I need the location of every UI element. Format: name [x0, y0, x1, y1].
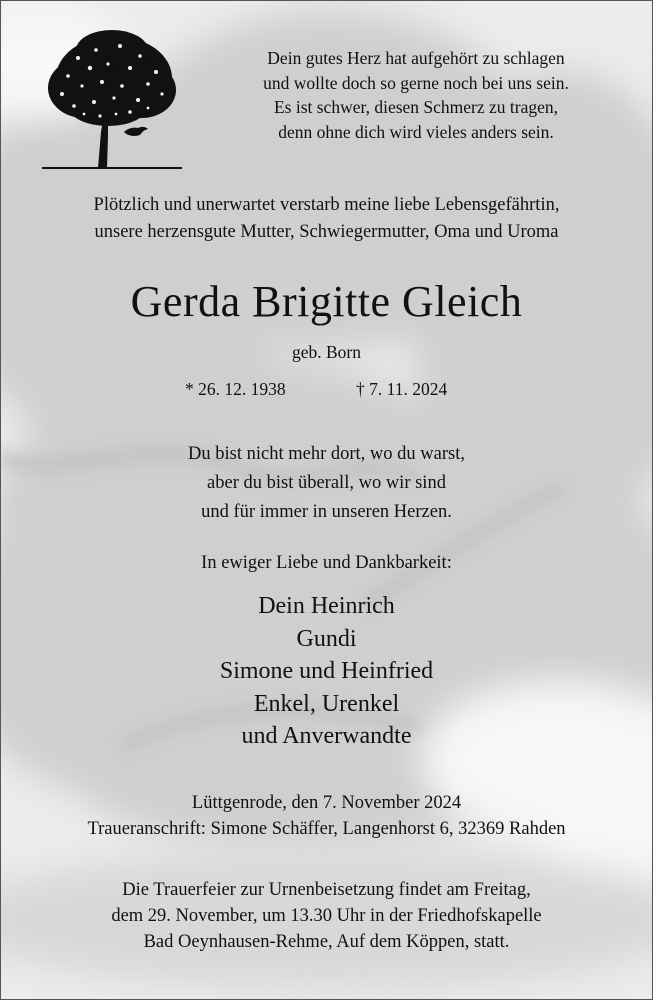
poem-line: und wollte doch so gerne noch bei uns sein. — [263, 72, 569, 93]
announcement-line: unsere herzensgute Mutter, Schwiegermutter, Oma und Uroma — [94, 222, 559, 242]
announcement-line: Plötzlich und unerwartet verstarb meine liebe Lebensgefährtin, — [93, 195, 560, 215]
mourning-address: Traueranschrift: Simone Schäffer, Langenhorst 6, 32369 Rahden — [87, 819, 566, 839]
verse-line: und für immer in unseren Herzen. — [201, 502, 452, 522]
ceremony-line: Bad Oeynhausen-Rehme, Auf dem Köppen, statt. — [143, 932, 510, 952]
place-and-address — [0, 790, 653, 842]
life-dates — [0, 377, 653, 401]
gratitude-line: In ewiger Liebe und Dankbarkeit: — [201, 553, 452, 573]
poem-line: Es ist schwer, diesen Schmerz zu tragen, — [273, 97, 559, 117]
opening-poem — [206, 46, 626, 144]
deceased-name: Gerda Brigitte Gleich — [130, 277, 523, 326]
memorial-verse — [0, 440, 653, 527]
birth-date: * 26. 12. 1938 — [185, 379, 286, 399]
place-date: Lüttgenrode, den 7. November 2024 — [191, 793, 462, 813]
verse-line: aber du bist überall, wo wir sind — [207, 473, 446, 493]
mourner-name: Dein Heinrich — [258, 593, 395, 619]
mourners-list — [0, 590, 653, 753]
ceremony-line: Die Trauerfeier zur Urnenbeisetzung findet am Freitag, — [122, 880, 531, 900]
announcement-text — [0, 192, 653, 246]
mourner-name: und Anverwandte — [241, 723, 412, 749]
birth-name: geb. Born — [291, 342, 362, 362]
mourner-name: Gundi — [296, 625, 357, 652]
mourner-name: Simone und Heinfried — [219, 658, 434, 684]
tree-with-bird-icon — [38, 28, 186, 176]
ceremony-line: dem 29. November, um 13.30 Uhr in der Friedhofskapelle — [111, 906, 542, 926]
funeral-ceremony-info — [0, 877, 653, 955]
verse-line: Du bist nicht mehr dort, wo du warst, — [188, 444, 465, 464]
death-date: † 7. 11. 2024 — [356, 379, 448, 399]
poem-line: denn ohne dich wird vieles anders sein. — [278, 121, 554, 142]
mourner-name: Enkel, Urenkel — [253, 690, 400, 717]
poem-line: Dein gutes Herz hat aufgehört zu schlagen — [267, 48, 565, 68]
